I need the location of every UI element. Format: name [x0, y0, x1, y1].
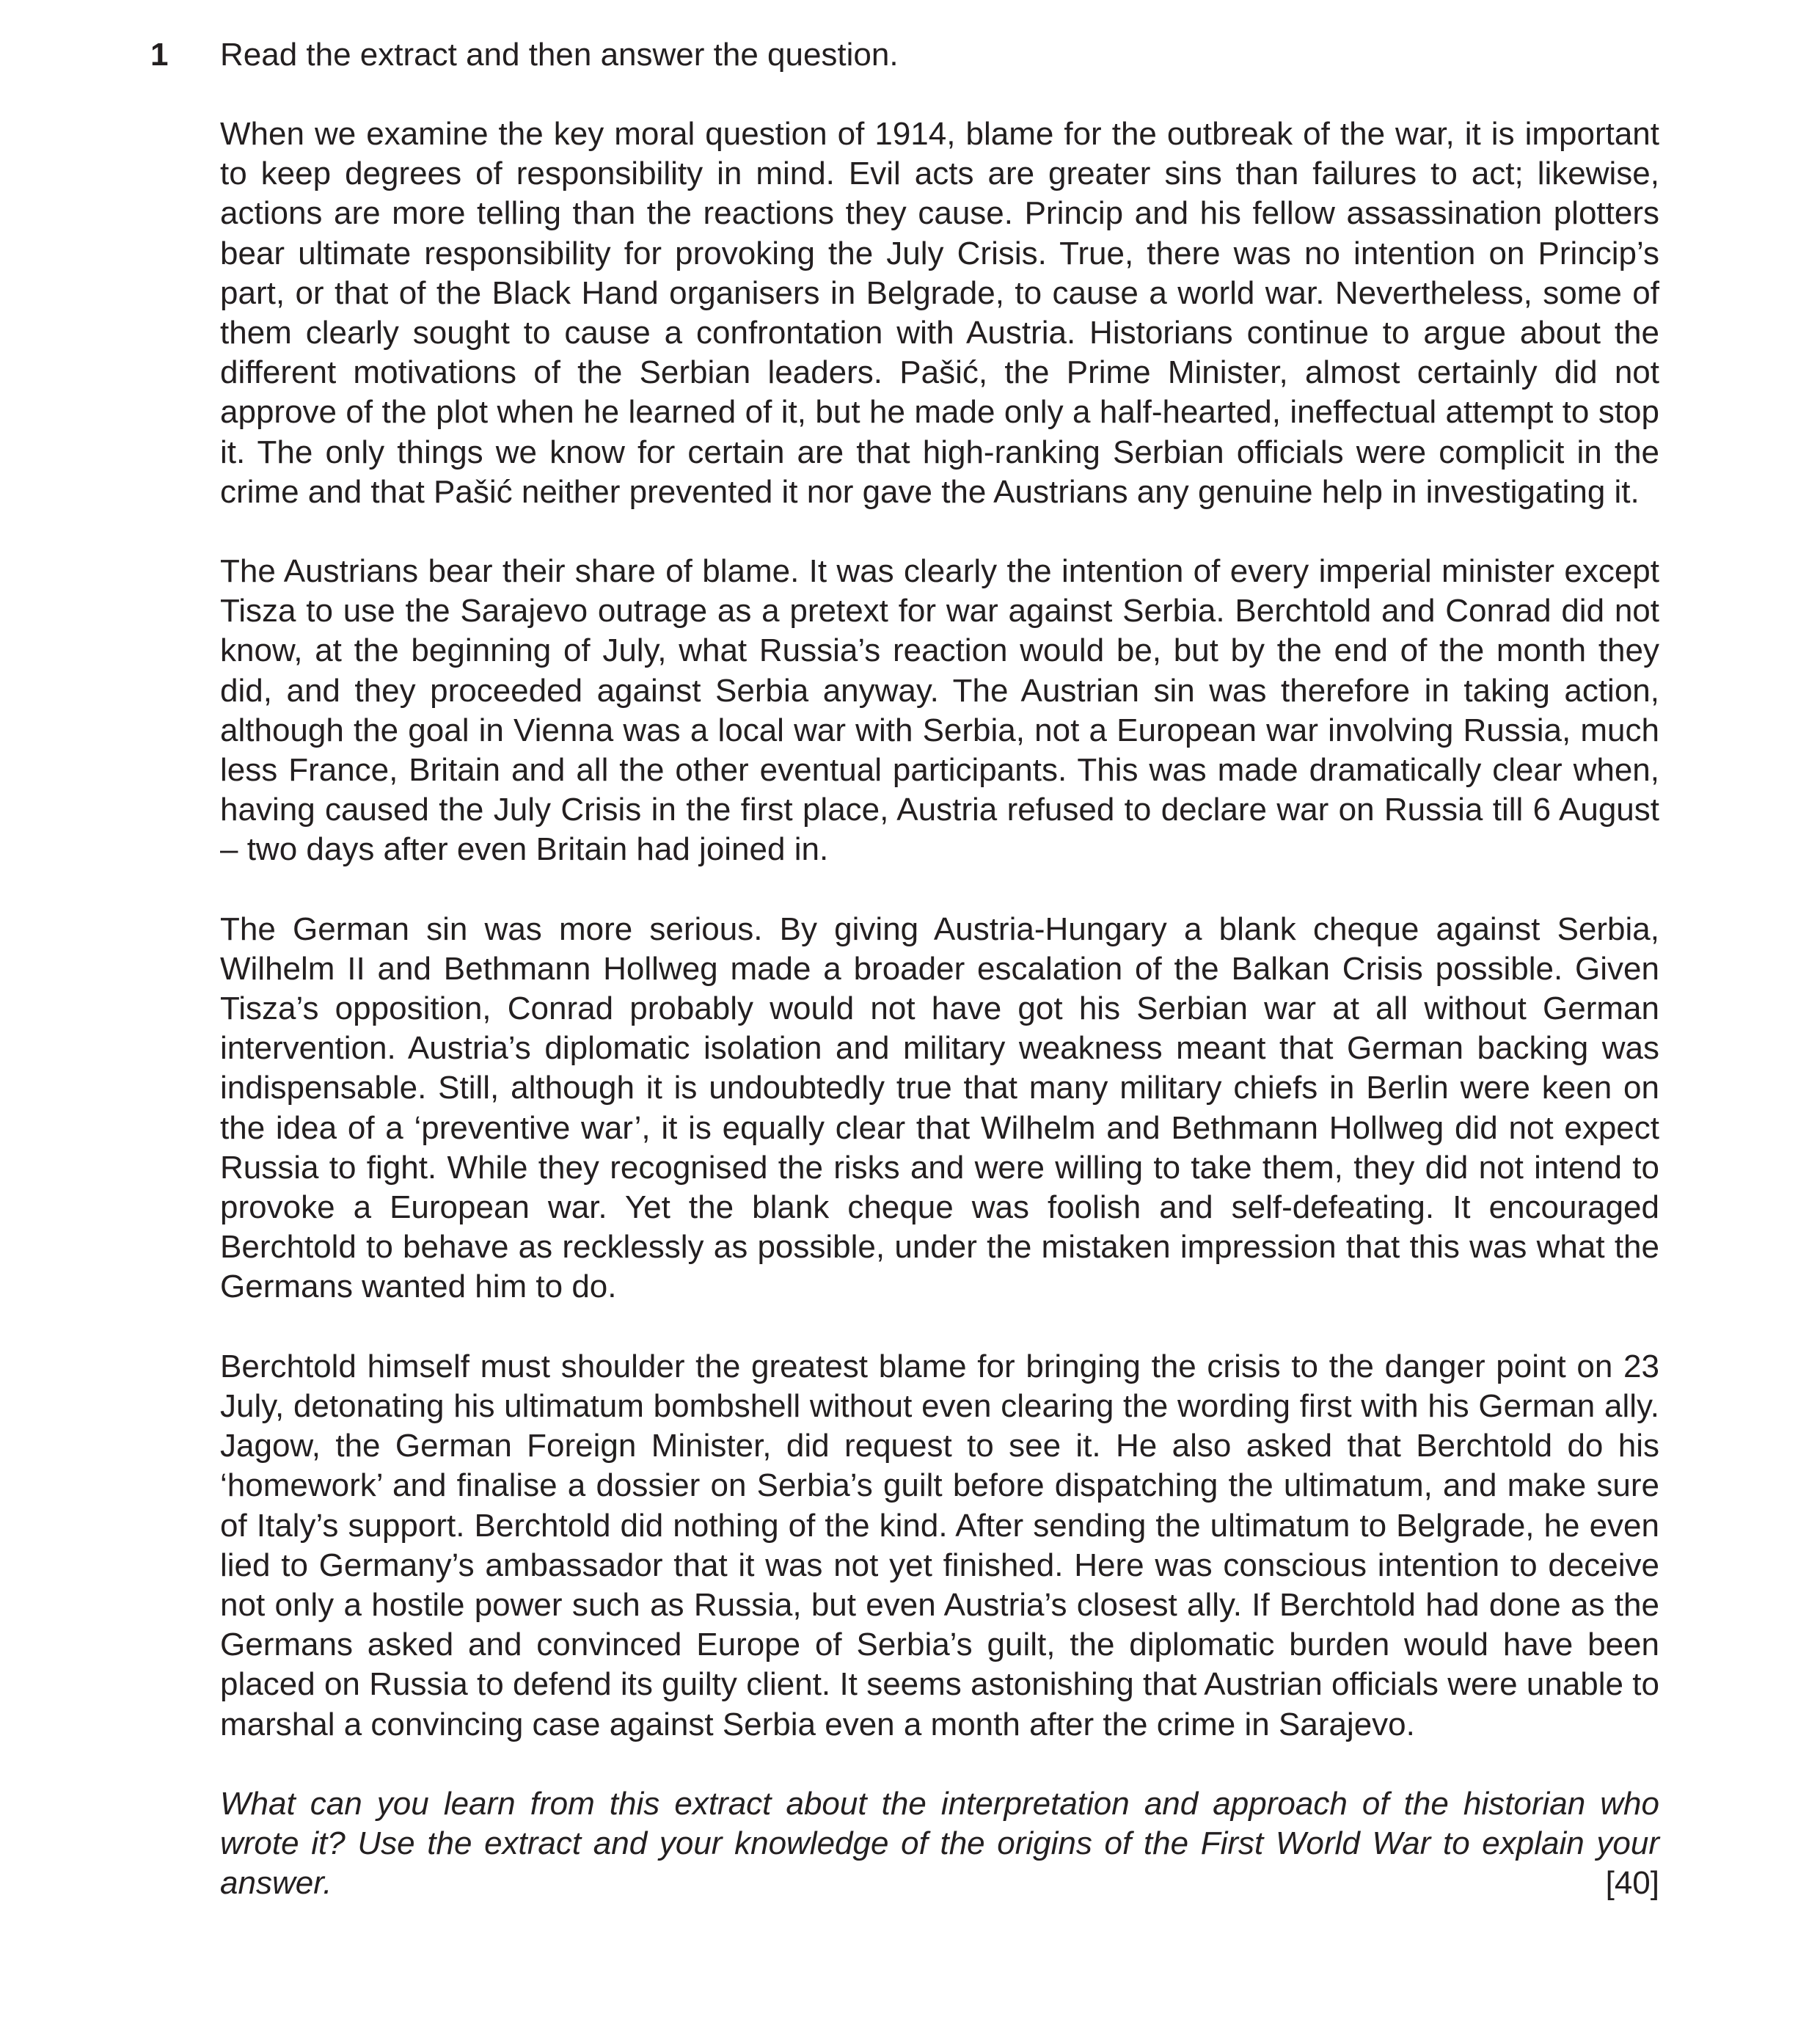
question-number: 1: [150, 37, 169, 73]
marks-allocation: [40]: [1605, 1864, 1659, 1901]
question-content: [220, 35, 1659, 1903]
extract-paragraph-3: The German sin was more serious. By giving Austria-Hungary a blank cheque against Serbia, Wilhelm II and Bethmann Hollweg made a broader escalation of the Balkan Crisis possible. Given Tisza’s opposition, Conrad probably would not have got his Serbian war at all without German intervention. Austria’s diplomatic isolation and military weakness meant that German backing was indispensable. Still, although it is undoubtedly true that many military chiefs in Berlin were keen on the idea of a ‘preventive war’, it is equally clear that Wilhelm and Bethmann Hollweg did not expect Russia to fight. While they recognised the risks and were willing to take them, they did not intend to provoke a European war. Yet the blank cheque was foolish and self-defeating. It encouraged Berchtold to behave as recklessly as possible, under the mistaken impression that this was what the Germans wanted him to do.: [220, 910, 1659, 1305]
question-prompt: What can you learn from this extract about the interpretation and approach of the historian who wrote it? Use the extract and your knowledge of the origins of the First World War to explain your answer.: [220, 1785, 1659, 1901]
extract-paragraph-1: When we examine the key moral question of 1914, blame for the outbreak of the war, it is important to keep degrees of responsibility in mind. Evil acts are greater sins than failures to act; likewise, actions are more telling than the reactions they cause. Princip and his fellow assassination plotters bear ultimate responsibility for provoking the July Crisis. True, there was no intention on Princip’s part, or that of the Black Hand organisers in Belgrade, to cause a world war. Nevertheless, some of them clearly sought to cause a confrontation with Austria. Historians continue to argue about the different motivations of the Serbian leaders. Pašić, the Prime Minister, almost certainly did not approve of the plot when he learned of it, but he made only a half-hearted, ineffectual attempt to stop it. The only things we know for certain are that high-ranking Serbian officials were complicit in the crime and that Pašić neither prevented it nor gave the Austrians any genuine help in investigating it.: [220, 116, 1659, 510]
extract-paragraph-2: The Austrians bear their share of blame. It was clearly the intention of every imperial minister except Tisza to use the Sarajevo outrage as a pretext for war against Serbia. Berchtold and Conrad did not know, at the beginning of July, what Russia’s reaction would be, but by the end of the month they did, and they proceeded against Serbia anyway. The Austrian sin was therefore in taking action, although the goal in Vienna was a local war with Serbia, not a European war involving Russia, much less France, Britain and all the other eventual participants. This was made dramatically clear when, having caused the July Crisis in the first place, Austria refused to declare war on Russia till 6 August – two days after even Britain had joined in.: [220, 553, 1659, 868]
question-prompt-block: [220, 1784, 1659, 1903]
extract: [220, 114, 1659, 1745]
extract-paragraph-4: Berchtold himself must shoulder the greatest blame for bringing the crisis to the danger point on 23 July, detonating his ultimatum bombshell without even clearing the wording first with his German ally. Jagow, the German Foreign Minister, did request to see it. He also asked that Berchtold do his ‘homework’ and finalise a dossier on Serbia’s guilt before dispatching the ultimatum, and make sure of Italy’s support. Berchtold did nothing of the kind. After sending the ultimatum to Belgrade, he even lied to Germany’s ambassador that it was not yet finished. Here was conscious intention to deceive not only a hostile power such as Russia, but even Austria’s closest ally. If Berchtold had done as the Germans asked and convinced Europe of Serbia’s guilt, the diplomatic burden would have been placed on Russia to defend its guilty client. It seems astonishing that Austrian officials were unable to marshal a convincing case against Serbia even a month after the crime in Sarajevo.: [220, 1348, 1659, 1742]
instruction-text: Read the extract and then answer the question.: [220, 37, 899, 73]
